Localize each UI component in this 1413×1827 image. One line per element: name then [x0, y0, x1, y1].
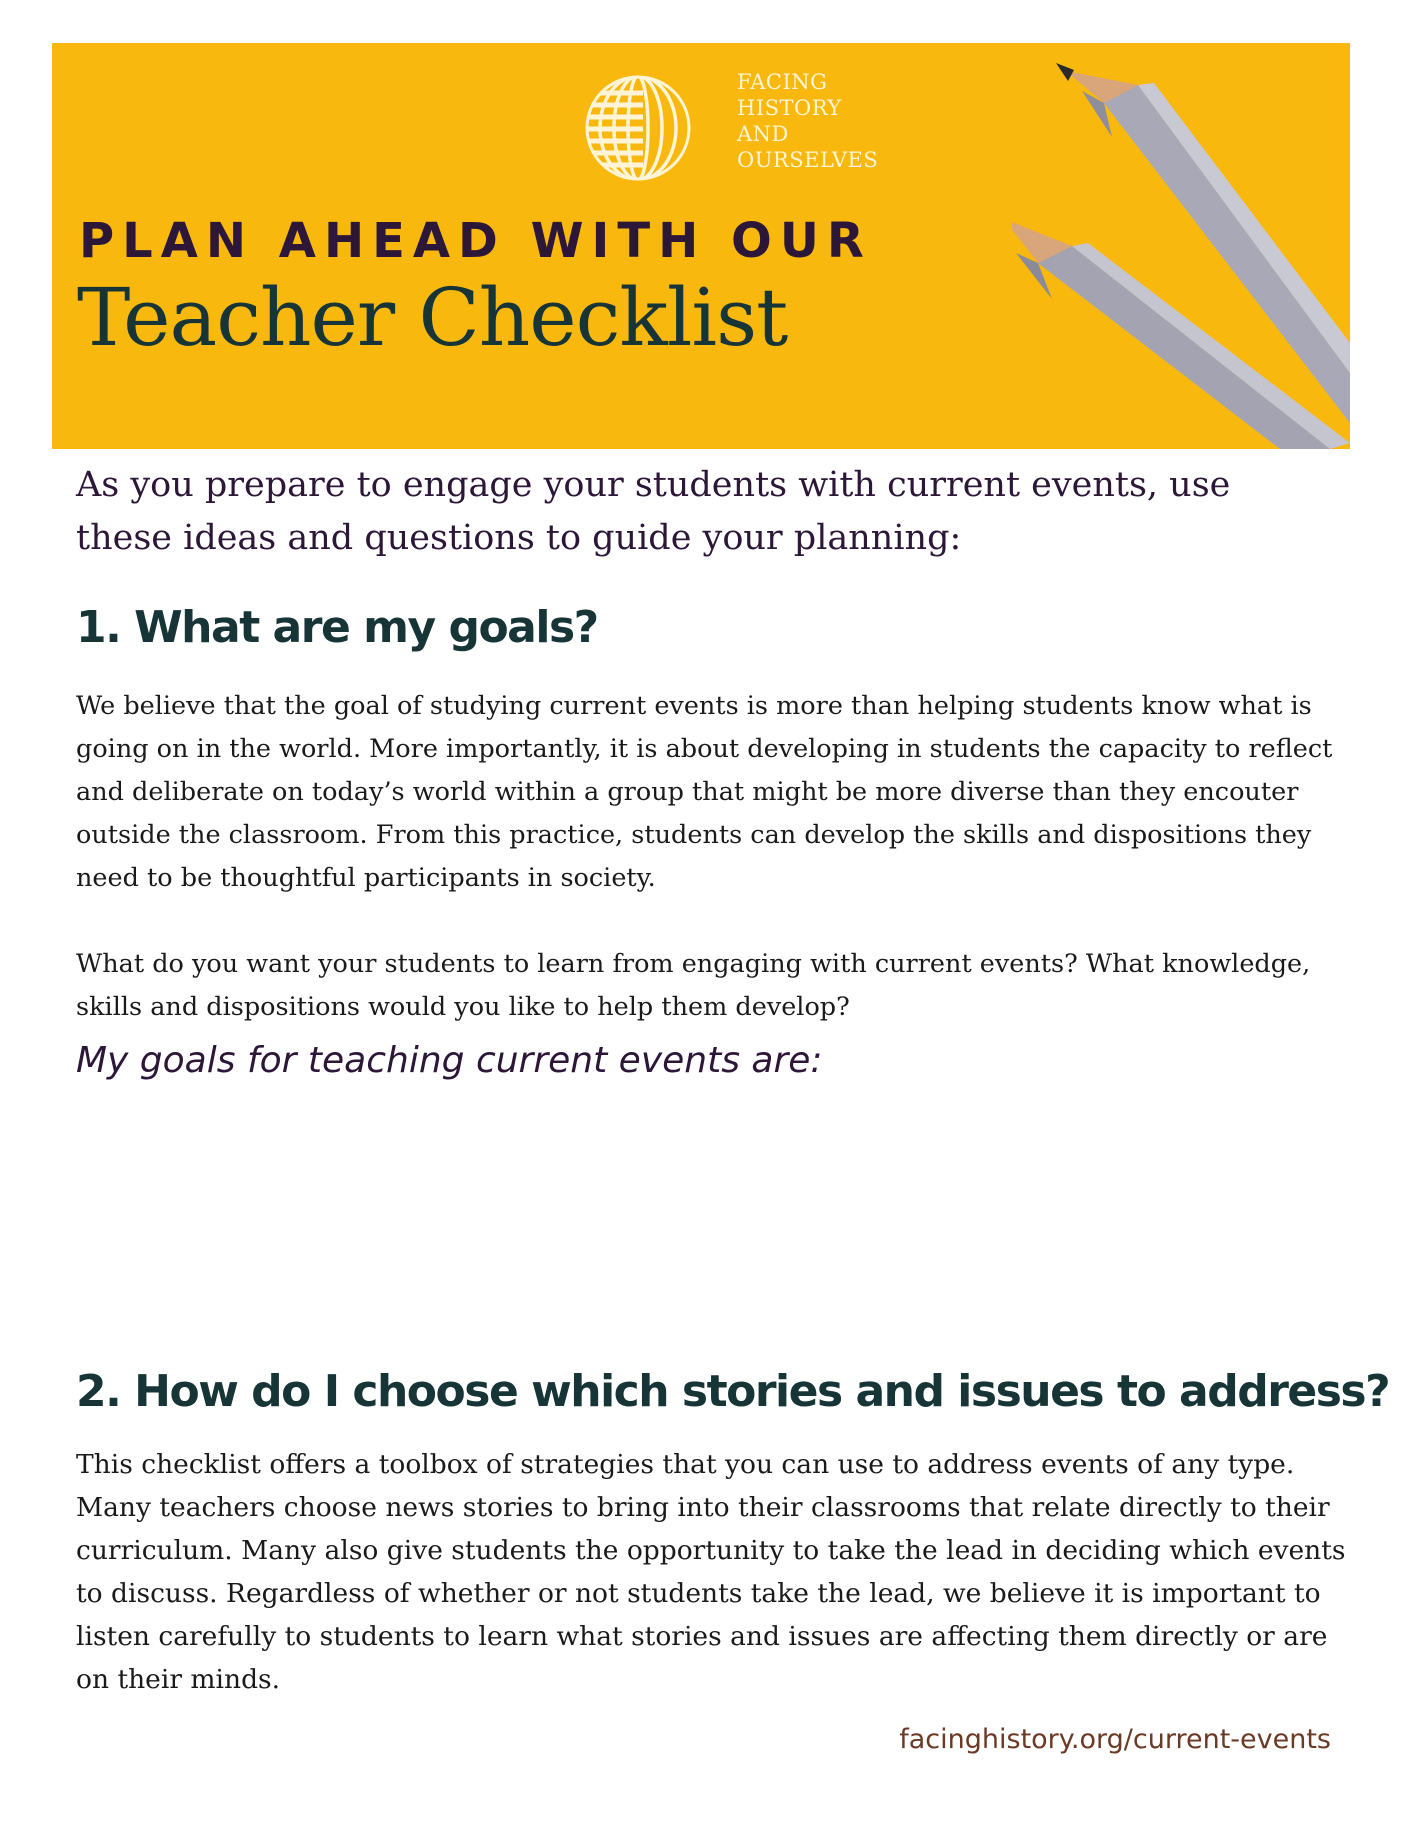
facing-history-logo	[571, 69, 879, 179]
header-kicker: PLAN AHEAD WITH OUR	[79, 213, 872, 269]
page-title: Teacher Checklist	[77, 271, 788, 364]
logo-line-4: OURSELVES	[737, 148, 879, 172]
section-1-paragraph-2: What do you want your students to learn from engaging with current events? What knowledge, skills and dispositions would you like to help them develop?	[76, 949, 1311, 1022]
goals-prompt: My goals for teaching current events are:	[76, 1040, 823, 1081]
footer-url-link[interactable]: facinghistory.org/current-events	[899, 1724, 1331, 1755]
section-2-paragraph: This checklist offers a toolbox of strategies that you can use to address events of any type. Many teachers choose news stories to bring into their classrooms that relate directly to their curriculum. Many also give students the opportunity to take the lead in deciding which events to discuss. Regardless of whether or not students take the lead, we believe it is important to listen carefully to students to learn what stories and issues are affecting them directly or are on their minds.	[76, 1449, 1346, 1695]
logo-line-1: FACING	[737, 70, 828, 94]
section-1-paragraph-1: We believe that the goal of studying current events is more than helping students know what is going on in the world. More importantly, it is about developing in students the capacity to reflect and deliberate on today’s world within a group that might be more diverse than they encouter outside the classroom. From this practice, students can develop the skills and dispositions they need to be thoughtful participants in society.	[76, 691, 1333, 893]
goals-answer-area[interactable]	[76, 1100, 1336, 1350]
logo-line-2: HISTORY	[737, 96, 842, 120]
section-2-heading: 2. How do I choose which stories and issues to address?	[76, 1366, 1390, 1417]
header-banner	[52, 43, 1350, 449]
intro-text: As you prepare to engage your students with current events, use these ideas and questions to guide your planning:	[76, 465, 1231, 558]
pencils-illustration	[1012, 43, 1350, 449]
section-1-heading: 1. What are my goals?	[76, 602, 598, 653]
globe-logo-icon	[583, 73, 693, 183]
logo-line-3: AND	[737, 122, 789, 146]
logo-wordmark	[737, 69, 878, 173]
